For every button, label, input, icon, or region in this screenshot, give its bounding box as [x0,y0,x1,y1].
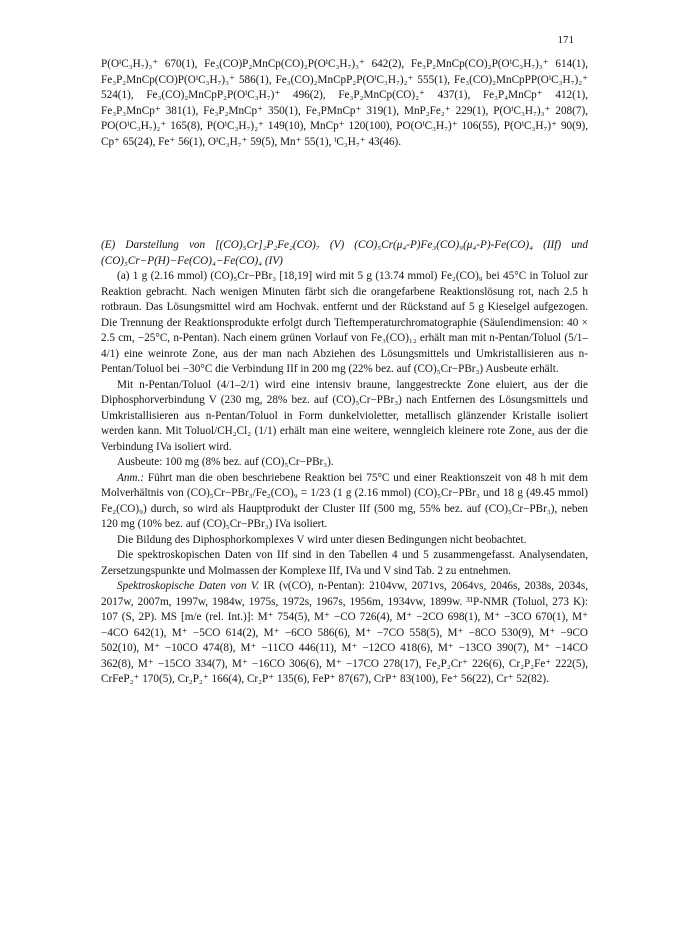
tables-reference-paragraph: Die spektroskopischen Daten von IIf sind in den Tabellen 4 und 5 zusammengefasst. Analysendaten, Zersetzungspunkte und Molmassen der Komplexe IIf, IVa und V sind Tab. 2 zu entnehmen. [101,549,588,577]
yield-line: Ausbeute: 100 mg (8% bez. auf (CO)₅Cr−PBr₃). [117,456,334,468]
ms-data-continuation [101,57,588,150]
spectroscopic-label: Spektroskopische Daten von V. [117,580,260,592]
note-paragraph [101,471,588,533]
experimental-section [101,238,588,688]
note-label: Anm.: [117,471,145,484]
spectroscopic-text: IR (ν(CO), n-Pentan): 2104vw, 2071vs, 2064vs, 2046s, 2038s, 2034s, 2017w, 2007m, 1997w, 1984w, 1975s, 1972s, 1967s, 1956m, 1934vw, 1899w. ³¹P-NMR (Toluol, 273 K): 107 (S, 2P). MS [m/e (rel. Int.)]: M⁺ 754(5), M⁺ −CO 726(4), M⁺ −2CO 698(1), M⁺ −3CO 670(1), M⁺ −4CO 642(1), M⁺ −5CO 614(2), M⁺ −6CO 586(6), M⁺ −7CO 558(5), M⁺ −8CO 530(9), M⁺ −9CO 502(10), M⁺ −10CO 474(8), M⁺ −11CO 446(11), M⁺ −12CO 418(6), M⁺ −13CO 390(7), M⁺ −14CO 362(8), M⁺ −15CO 334(7), M⁺ −16CO 306(6), M⁺ −17CO 278(17), Fe₂P₂Cr⁺ 226(6), Cr₂P₂Fe⁺ 222(5), CrFeP₂⁺ 170(5), Cr₂P₂⁺ 166(4), Cr₂P⁺ 135(6), FeP⁺ 87(67), CrP⁺ 83(100), Fe⁺ 56(22), Cr⁺ 52(82). [101,580,589,685]
section-heading: (E) Darstellung von [(CO)₅Cr]₂P₂Fe₂(CO)₇ (V) (CO)₅Cr(μ₄-P)Fe₃(CO)₉(μ₄-P)-Fe(CO)₄ (IIf) und (CO)₅Cr−P(H)−Fe(CO)₄−Fe(CO)₄ (IV) [101,239,588,267]
page-number: 171 [557,34,574,46]
spectroscopic-data-paragraph [101,579,588,688]
note-text: Führt man die oben beschriebene Reaktion bei 75°C und einer Reaktionszeit von 48 h mit dem Molverhältnis von (CO)₅Cr−PBr₃/Fe₂(CO)₉ = 1/23 (1 g (2.16 mmol) (CO)₅Cr−PBr₃ und 18 g (49.45 mmol) Fe₂(CO)₉) durch, so wird als Hauptprodukt der Cluster IIf (500 mg, 55% bez. auf (CO)₅Cr−PBr₃), neben 120 mg (10% bez. auf (CO)₅Cr−PBr₃) IVa isoliert. [101,471,589,530]
no-diphosphor-paragraph: Die Bildung des Diphosphorkomplexes V wird unter diesen Bedingungen nicht beobachtet. [117,533,527,546]
paragraph-a: (a) 1 g (2.16 mmol) (CO)₅Cr−PBr₃ [18,19] wird mit 5 g (13.74 mmol) Fe₂(CO)₉ bei 45°C in Toluol zur Reaktion gebracht. Nach wenigen Minuten färbt sich die orangefarbene Reaktionslösung rot, nach 2.5 h rotbraun. Das Lösungsmittel wird am Hochvak. entfernt und der Rückstand auf 5 g Kieselgel aufgezogen. Die Trennung der Reaktionsprodukte erfolgt durch Tieftemperaturchromatographie (Säulendimension: 40 × 2.5 cm, −25°C, n-Pentan). Nach einem grünen Vorlauf von Fe₃(CO)₁₂ erhält man mit n-Pentan/Toluol (5/1–4/1) eine weinrote Zone, aus der man nach Abziehen des Lösungsmittels und Umkristallisieren aus n-Pentan/Toluol bei −30°C die Verbindung IIf in 200 mg (22% bez. auf (CO)₅Cr−PBr₃) Ausbeute erhält. [101,270,588,375]
paragraph-b: Mit n-Pentan/Toluol (4/1–2/1) wird eine intensiv braune, langgestreckte Zone eluiert, aus der die Diphosphorverbindung V (230 mg, 28% bez. auf (CO)₅Cr−PBr₃) nach Entfernen des Lösungsmittels und Umkristallisieren aus n-Pentan/Toluol in Form dunkelvioletter, metallisch glänzender Kristalle isoliert werden kann. Mit Toluol/CH₂Cl₂ (1/1) erhält man eine weitere, wenngleich kleinere rote Zone, aus der die Verbindung IVa isoliert wird. [101,378,588,453]
ms-fragment-list: P(OⁱC₃H₇)₃⁺ 670(1), Fe₃(CO)P₂MnCp(CO)₂P(OⁱC₃H₇)₃⁺ 642(2), Fe₃P₂MnCp(CO)₂P(OⁱC₃H₇)₃⁺ 614(1), Fe₃P₂MnCp(CO)P(OⁱC₃H₇)₃⁺ 586(1), Fe₃(CO)₂MnCpP₂P(OⁱC₃H₇)₂⁺ 555(1), Fe₃(CO)₂MnCpPP(OⁱC₃H₇)₂⁺ 524(1), Fe₃(CO)₂MnCpP₂P(OⁱC₃H₇)⁺ 496(2), Fe₃P₂MnCp(CO)₂⁺ 437(1), Fe₃P₄MnCp⁺ 412(1), Fe₃P₃MnCp⁺ 381(1), Fe₃P₂MnCp⁺ 350(1), Fe₃PMnCp⁺ 319(1), MnP₂Fe₂⁺ 229(1), P(OⁱC₃H₇)₃⁺ 208(7), PO(OⁱC₃H₇)₂⁺ 165(8), P(OⁱC₃H₇)₂⁺ 149(10), MnCp⁺ 120(100), PO(OⁱC₃H₇)⁺ 106(55), P(OⁱC₃H₇)⁺ 90(9), Cp⁺ 65(24), Fe⁺ 56(1), OⁱC₃H₇⁺ 59(5), Mn⁺ 55(1), ⁱC₃H₇⁺ 43(46). [101,58,588,148]
